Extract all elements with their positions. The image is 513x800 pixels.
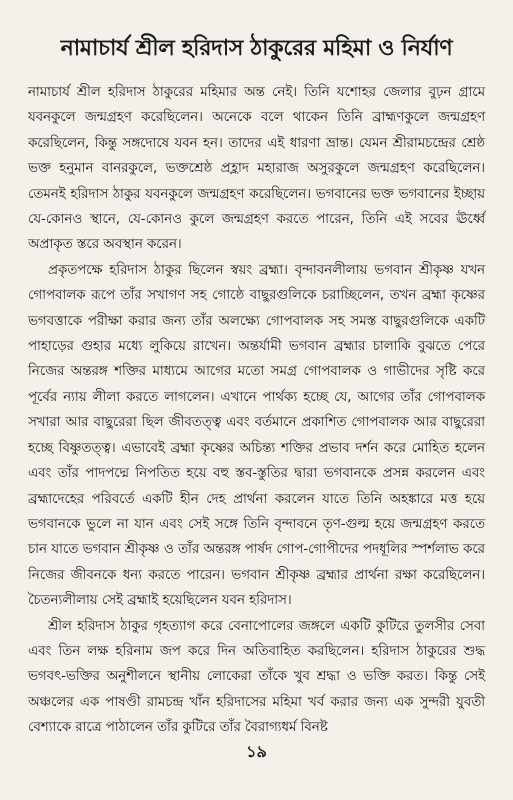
paragraph-3: শ্রীল হরিদাস ঠাকুর গৃহত্যাগ করে বেনাপোলের জঙ্গলে একটি কুটিরে তুলসীর সেবা এবং তিন লক্ষ হরিনাম জপ করে দিন অতিবাহিত করছিলেন। হরিদাস ঠাকুরের শুদ্ধ ভগবৎ-ভক্তির অনুশীলনে স্থানীয় লোকেরা তাঁকে খুব শ্রদ্ধা ও ভক্তি করত। কিন্তু সেই অঞ্চলের এক পাষণ্ডী রামচন্দ্র খাঁন হরিদাসের মহিমা খর্ব করার জন্য এক সুন্দরী যুবতী বেশ্যাকে রাত্রে পাঠালেন তাঁর কুটিরে তাঁর বৈরাগ্যধর্ম বিনষ্ট (28, 618, 485, 736)
paragraph-1: নামাচার্য শ্রীল হরিদাস ঠাকুরের মহিমার অন্ত নেই। তিনি যশোহর জেলার বুঢ়ন গ্রামে যবনকুলে জন্মগ্রহণ করেছিলেন। অনেকে বলে থাকেন তিনি ব্রাহ্মণকুলে জন্মগ্রহণ করেছিলেন, কিন্তু সঙ্গদোষে যবন হন। তাদের এই ধারণা ভ্রান্ত। যেমন শ্রীরামচন্দ্রের শ্রেষ্ঠ ভক্ত হনুমান বানরকুলে, ভক্তশ্রেষ্ঠ প্রহ্লাদ মহারাজ অসুরকুলে জন্মগ্রহণ করেছিলেন। তেমনই হরিদাস ঠাকুর যবনকুলে জন্মগ্রহণ করেছিলেন। ভগবানের ভক্ত ভগবানের ইচ্ছায় যে-কোনও স্থানে, যে-কোনও কুলে জন্মগ্রহণ করতে পারেন, তিনি এই সবের ঊর্ধ্বে অপ্রাকৃত স্তরে অবস্থান করেন। (28, 85, 485, 253)
page-number: ১৯ (246, 742, 267, 761)
paragraph-2: প্রকৃতপক্ষে হরিদাস ঠাকুর ছিলেন স্বয়ং ব্রহ্মা। বৃন্দাবনলীলায় ভগবান শ্রীকৃষ্ণ যখন গোপবালক রূপে তাঁর সখাগণ সহ গোষ্ঠে বাছুরগুলিকে চরাচ্ছিলেন, তখন ব্রহ্মা কৃষ্ণের ভগবত্তাকে পরীক্ষা করার জন্য তাঁর অলক্ষ্যে গোপবালক সহ সমস্ত বাছুরগুলিকে একটি পাহাড়ের গুহার মধ্যে লুকিয়ে রাখেন। অন্তর্যামী ভগবান ব্রহ্মার চালাকি বুঝতে পেরে নিজের অন্তরঙ্গ শক্তির মাধ্যমে আগের মতো সমগ্র গোপবালক ও গাভীদের সৃষ্টি করে পূর্বের ন্যায় লীলা করতে লাগলেন। এখানে পার্থক্য হচ্ছে যে, আগের তাঁর গোপবালক সখারা আর বাছুরেরা ছিল জীবতত্ত্ব এবং বর্তমানে প্রকাশিত গোপবালক আর বাছুরেরা হচ্ছে বিষ্ণুতত্ত্ব। এভাবেই ব্রহ্মা কৃষ্ণের অচিন্ত্য শক্তির প্রভাব দর্শন করে মোহিত হলেন এবং তাঁর পাদপদ্মে নিপতিত হয়ে বহু স্তব-স্তুতির দ্বারা ভগবানকে প্রসন্ন করলেন এবং ব্রহ্মাদেহের পরিবর্তে একটি হীন দেহ প্রার্থনা করলেন যাতে তিনি অহঙ্কারে মত্ত হয়ে ভগবানকে ভুলে না যান এবং সেই সঙ্গে তিনি বৃন্দাবনে তৃণ-গুল্ম হয়ে জন্মগ্রহণ করতে চান যাতে ভগবান শ্রীকৃষ্ণ ও তাঁর অন্তরঙ্গ পার্ষদ গোপ-গোপীদের পদধূলির স্পর্শলাভ করে নিজের জীবনকে ধন্য করতে পারেন। ভগবান শ্রীকৃষ্ণ ব্রহ্মার প্রার্থনা রক্ষা করেছিলেন। চৈতন্যলীলায় সেই ব্রহ্মাই হয়েছিলেন যবন হরিদাস। (28, 262, 485, 609)
body-text (28, 80, 485, 741)
page-title: নামাচার্য শ্রীল হরিদাস ঠাকুরের মহিমা ও নির্যাণ (60, 36, 453, 61)
